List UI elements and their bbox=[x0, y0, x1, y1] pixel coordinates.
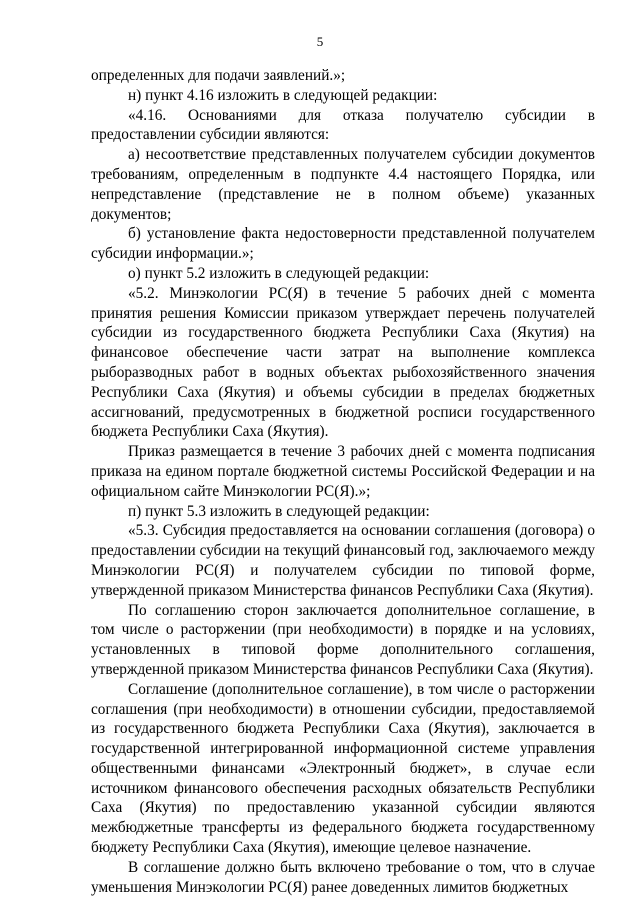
paragraph-item-p: п) пункт 5.3 изложить в следующей редакции: bbox=[128, 502, 430, 520]
paragraph-item-n: н) пункт 4.16 изложить в следующей редакции: bbox=[128, 86, 438, 104]
paragraph-4-16-b: б) установление факта недостоверности представленной получателем субсидии информации.»; bbox=[91, 225, 595, 263]
paragraph-5-3-electronic-budget: Соглашение (дополнительное соглашение), в том числе о расторжении соглашения (при необходимости) в отношении субсидии, предоставляемой из государственного бюджета Республики Саха (Якутия), заключается в государственной интегрированной информационной системе управления общественными финансами «Электронный бюджет», в случае если источником финансового обеспечения расходных обязательств Республики Саха (Якутия) по предоставлению указанной субсидии являются межбюджетные трансферты из федерального бюджета государственному бюджету Республики Саха (Якутия), имеющие целевое назначение. bbox=[91, 680, 595, 857]
document-body bbox=[91, 66, 595, 897]
paragraph-5-3-requirement: В соглашение должно быть включено требование о том, что в случае уменьшения Минэкологии РС(Я) ранее доведенных лимитов бюджетных bbox=[91, 858, 595, 896]
paragraph-item-o: о) пункт 5.2 изложить в следующей редакции: bbox=[128, 264, 430, 282]
paragraph-continuation: определенных для подачи заявлений.»; bbox=[91, 67, 346, 84]
paragraph-5-2-order: Приказ размещается в течение 3 рабочих дней с момента подписания приказа на едином портале бюджетной системы Российской Федерации и на официальном сайте Минэкологии РС(Я).»; bbox=[91, 443, 595, 500]
page-number: 5 bbox=[316, 34, 324, 49]
paragraph-5-3-additional: По соглашению сторон заключается дополнительное соглашение, в том числе о расторжении (при необходимости) в порядке и на условиях, установленных в типовой форме дополнительного соглашения, утвержденной приказом Министерства финансов Республики Саха (Якутия). bbox=[91, 601, 595, 678]
paragraph-4-16-a: а) несоответствие представленных получателем субсидии документов требованиям, определенным в подпункте 4.4 настоящего Порядка, или непредставление (представление не в полном объеме) указанных документов; bbox=[91, 146, 595, 223]
paragraph-4-16: «4.16. Основаниями для отказа получателю субсидии в предоставлении субсидии являются: bbox=[91, 106, 595, 144]
paragraph-5-3: «5.3. Субсидия предоставляется на основании соглашения (договора) о предоставлении субсидии на текущий финансовый год, заключаемого между Минэкологии РС(Я) и получателем субсидии по типовой форме, утвержденной приказом Министерства финансов Республики Саха (Якутия). bbox=[91, 522, 595, 599]
paragraph-5-2: «5.2. Минэкологии РС(Я) в течение 5 рабочих дней с момента принятия решения Комиссии приказом утверждает перечень получателей субсидии из государственного бюджета Республики Саха (Якутия) на финансовое обеспечение части затрат на выполнение комплекса рыборазводных работ в водных объектах рыбохозяйственного значения Республики Саха (Якутия) и объемы субсидии в пределах бюджетных ассигнований, предусмотренных в бюджетной росписи государственного бюджета Республики Саха (Якутия). bbox=[91, 284, 595, 441]
